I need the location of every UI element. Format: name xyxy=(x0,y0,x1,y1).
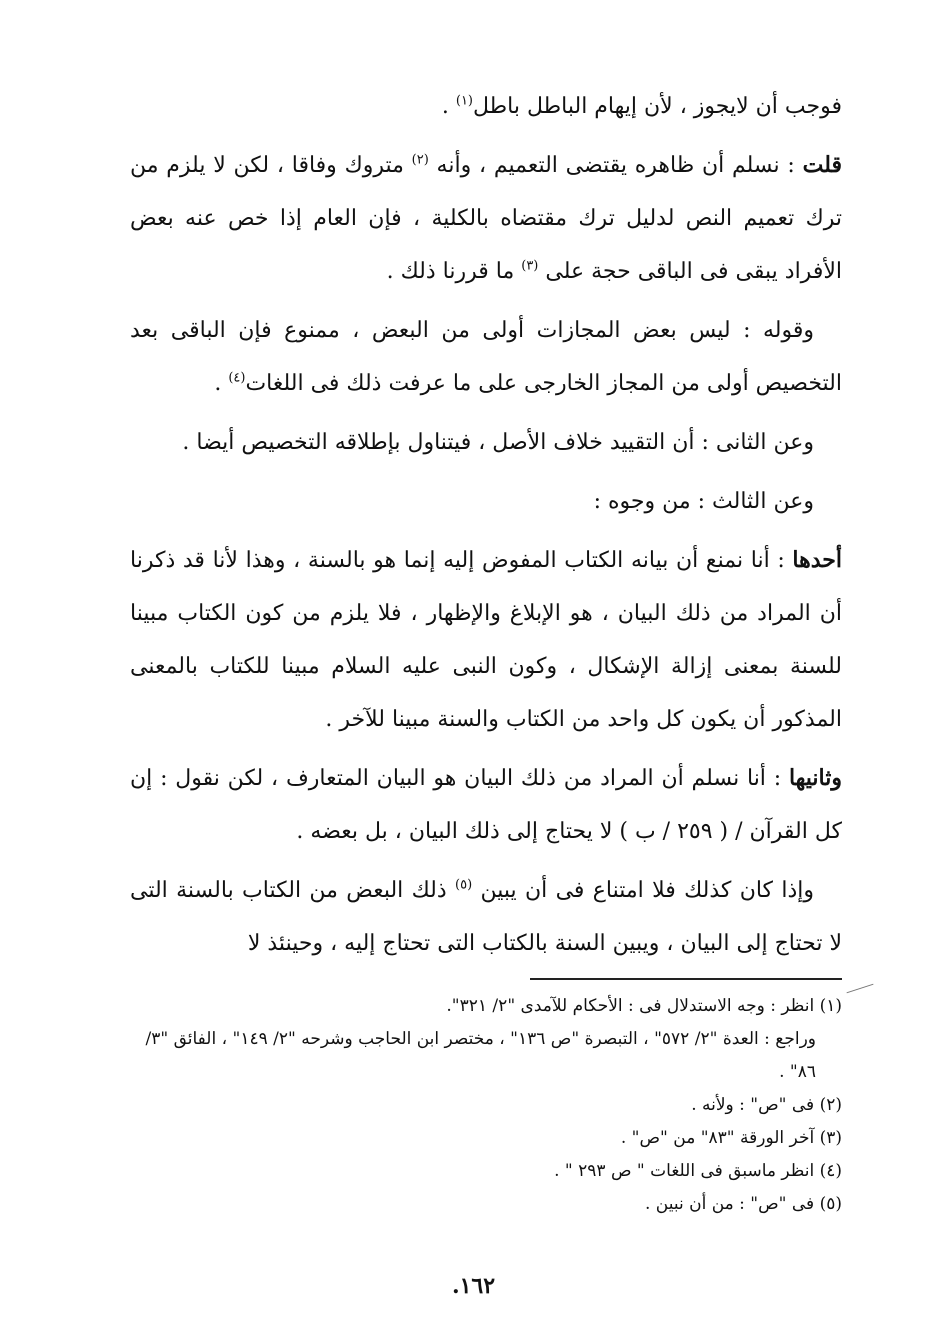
separator-hook xyxy=(847,984,874,994)
paragraph-lead-word: وثانيها xyxy=(788,765,842,791)
paragraph-tail: متروك وفاقا ، لكن لا يلزم من ترك تعميم النص لدليل ترك مقتضاه بالكلية ، فإن العام إذا خص عنه بعض الأفراد يبقى فى الباقى حجة على xyxy=(130,153,842,284)
paragraph-text: : نسلم أن ظاهره يقتضى التعميم ، وأنه xyxy=(428,153,803,178)
page-number: ١٦٢. xyxy=(451,1273,496,1299)
footnotes xyxy=(130,990,842,1221)
main-text xyxy=(130,80,842,976)
footnote-separator xyxy=(530,978,842,980)
footnote-marker: (٤) xyxy=(228,370,246,386)
paragraph-5 xyxy=(130,475,842,528)
footnote-5: (٥) فى "ص" : من أن نبين . xyxy=(644,1194,842,1214)
paragraph-text: وقوله : ليس بعض المجازات أولى من البعض ، ممنوع فإن الباقى بعد التخصيص أولى من المجاز الخارجى على ما عرفت ذلك فى اللغات xyxy=(130,318,842,396)
footnote-marker: (١) xyxy=(455,93,473,109)
paragraph-text: : أنا نمنع أن بيانه الكتاب المفوض إليه إنما هو بالسنة ، وهذا لأنا قد ذكرنا أن المراد من ذلك البيان ، هو الإبلاغ والإظهار ، فلا يلزم من كون الكتاب مبينا للسنة بمعنى إزالة الإشكال ، وكون النبى عليه السلام مبينا للكتاب بالمعنى المذكور أن يكون كل واحد من الكتاب والسنة مبينا للآخر . xyxy=(130,548,842,732)
footnote-1: (١) انظر : وجه الاستدلال فى : الأحكام للآمدى "٢/ ٣٢١". xyxy=(446,996,842,1016)
footnote-4: (٤) انظر ماسبق فى اللغات " ص ٢٩٣ " . xyxy=(554,1161,842,1181)
paragraph-text: وعن الثانى : أن التقييد خلاف الأصل ، فيتناول بإطلاقه التخصيص أيضا . xyxy=(182,430,814,455)
paragraph-text: : أنا نسلم أن المراد من ذلك البيان هو البيان المتعارف ، لكن نقول : إن كل القرآن / ( ٢٥٩ / ب ) لا يحتاج إلى ذلك البيان ، بل بعضه . xyxy=(130,766,842,844)
paragraph-tail: . xyxy=(214,371,229,396)
paragraph-tail: . xyxy=(441,94,456,119)
footnote-1-continuation: وراجع : العدة "٢/ ٥٧٢" ، التبصرة "ص ١٣٦" ، مختصر ابن الحاجب وشرحه "٢/ ١٤٩" ، الفائق "٣/ ٨٦" . xyxy=(145,1029,816,1082)
paragraph-lead-word: قلت xyxy=(802,152,843,178)
paragraph-4 xyxy=(130,416,842,469)
footnote-3: (٣) آخر الورقة "٨٣" من "ص" . xyxy=(620,1128,842,1148)
footnote-marker: (٥) xyxy=(455,877,473,893)
paragraph-6 xyxy=(130,534,842,746)
paragraph-2 xyxy=(130,139,842,298)
paragraph-tail: ذلك البعض من الكتاب بالسنة التى لا تحتاج إلى البيان ، ويبين السنة بالكتاب التى تحتاج إليه ، وحينئذ لا xyxy=(130,878,842,956)
footnote-marker: (٢) xyxy=(411,152,429,168)
paragraph-text: وعن الثالث : من وجوه : xyxy=(593,489,814,514)
paragraph-1 xyxy=(130,80,842,133)
footnote-2: (٢) فى "ص" : ولأنه . xyxy=(691,1095,842,1115)
paragraph-tail: ما قررنا ذلك . xyxy=(386,259,522,284)
paragraph-text: وإذا كان كذلك فلا امتناع فى أن يبين xyxy=(472,878,815,903)
footnote-marker: (٣) xyxy=(521,258,539,274)
paragraph-3 xyxy=(130,304,842,410)
paragraph-7 xyxy=(130,752,842,858)
paragraph-text: فوجب أن لايجوز ، لأن إيهام الباطل باطل xyxy=(473,94,842,119)
paragraph-lead-word: أحدها xyxy=(792,547,842,573)
paragraph-8 xyxy=(130,864,842,970)
